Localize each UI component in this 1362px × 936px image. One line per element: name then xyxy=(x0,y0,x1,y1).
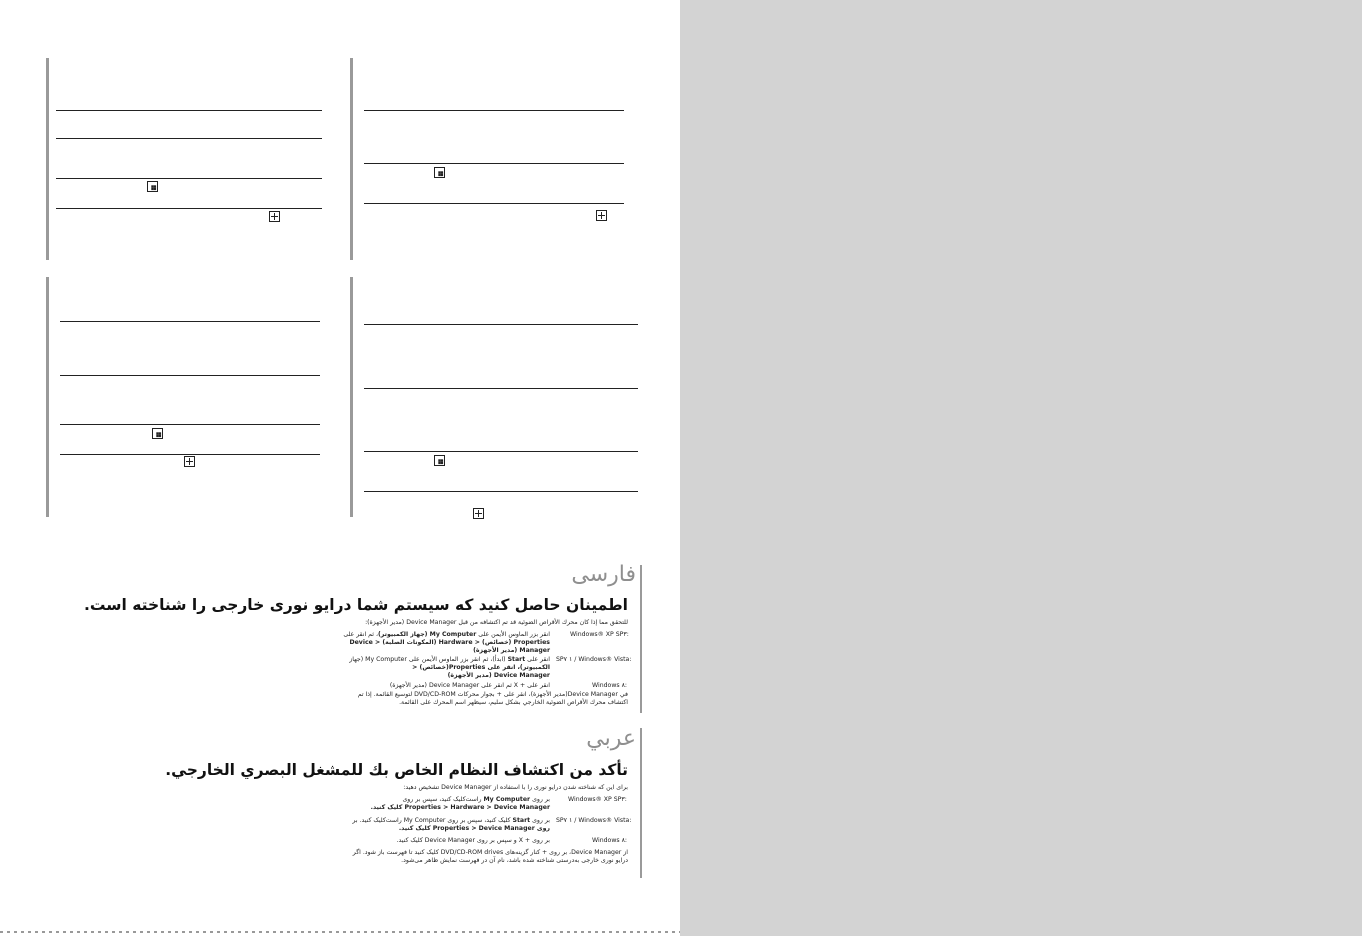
arabic-final-line1: از Device Manager، بر روی + کنار گزینه‌های DVD/CD-ROM drives کلیک کنید تا فهرست باز شود. اگر xyxy=(352,849,628,856)
block3-rule-1 xyxy=(60,321,320,322)
block2-rule-2 xyxy=(364,163,624,164)
block1-rule-2 xyxy=(56,138,322,139)
block3-rule-2 xyxy=(60,375,320,376)
persian-vista-line2: الكمبيوتر)، انقر على Properties(خصائص) < xyxy=(412,664,550,671)
page-bottom-dotted-edge xyxy=(0,931,680,933)
persian-xp-line1 xyxy=(343,631,550,639)
persian-intro: للتحقق مما إذا كان محرك الأقراص الضوئية قد تم اكتشافه من قبل Device Manager (مدير الأجهزة): xyxy=(365,619,628,626)
persian-xp-line3: Manager (مدير الأجهزة) xyxy=(473,647,550,654)
persian-xp-line2: Properties (خصائص) < Hardware (المكونات الصلبة) < Device xyxy=(349,639,550,646)
arabic-os-vista: SP١ ٧ / Windows® Vista: xyxy=(556,817,632,824)
arabic-xp-line1-pre: بر روی xyxy=(532,796,550,803)
persian-w8-line: انقر على + X ثم انقر على Device Manager (مدير الأجهزة) xyxy=(389,682,550,689)
block2-rule-1 xyxy=(364,110,624,111)
arabic-section-bar xyxy=(640,728,642,878)
persian-final-line2: اكتشاف محرك الأقراص الضوئية الخارجي بشكل سليم، سيظهر اسم المحرك على القائمة. xyxy=(399,699,628,706)
persian-xp-line1-pre: انقر بزر الماوس الأيمن على xyxy=(478,631,550,638)
block2-rule-3 xyxy=(364,203,624,204)
block3-rule-3 xyxy=(60,424,320,425)
windows-key-icon xyxy=(434,455,445,466)
windows-key-icon xyxy=(147,181,158,192)
arabic-vista-line1 xyxy=(352,817,550,825)
block3-side-bar xyxy=(46,277,49,517)
arabic-xp-line1 xyxy=(402,796,550,804)
persian-language-title: فارسی xyxy=(571,562,636,587)
arabic-vista-line1-post: کلیک کنید، سپس بر روی My Computer راست‌کلیک کنید. بر xyxy=(352,817,511,824)
right-blank-panel xyxy=(680,0,1362,936)
arabic-os-w8: Windows ٨: xyxy=(592,837,628,844)
arabic-language-title: عربي xyxy=(586,726,636,751)
persian-vista-line1-bold: Start xyxy=(507,656,526,663)
block2-side-bar xyxy=(350,58,353,260)
plus-icon xyxy=(269,211,280,222)
block4-rule-2 xyxy=(364,388,638,389)
arabic-vista-line1-pre: بر روی xyxy=(532,817,550,824)
arabic-vista-line1-bold: Start xyxy=(512,817,531,824)
persian-xp-line1-bold: My Computer (جهاز الكمبيوتر) xyxy=(377,631,477,638)
block4-rule-3 xyxy=(364,451,638,452)
plus-icon xyxy=(184,456,195,467)
plus-icon xyxy=(473,508,484,519)
windows-key-icon xyxy=(434,167,445,178)
persian-section-bar xyxy=(640,565,642,713)
persian-vista-line1 xyxy=(349,656,550,664)
arabic-w8-line: بر روی + X و سپس بر روی Device Manager کلیک کنید. xyxy=(396,837,550,844)
persian-vista-line1-pre: انقر على xyxy=(527,656,550,663)
block1-rule-1 xyxy=(56,110,322,111)
arabic-intro: برای این که شناخته شدن درایو نوری را با استفاده از Device Manager تشخیص دهید: xyxy=(403,784,628,791)
block1-rule-4 xyxy=(56,208,322,209)
persian-os-vista: SP١ ٧ / Windows® Vista: xyxy=(556,656,632,663)
persian-xp-line1-post: ، ثم انقر على xyxy=(343,631,378,638)
arabic-final-line2: درایو نوری خارجی به‌درستی شناخته شده باشد، نام آن در فهرست نمایش ظاهر می‌شود. xyxy=(401,857,628,864)
persian-os-xp: Windows® XP SP٣: xyxy=(570,631,629,638)
block4-side-bar xyxy=(350,277,353,517)
arabic-heading: تأكد من اكتشاف النظام الخاص بك للمشغل البصري الخارجي. xyxy=(165,761,628,779)
arabic-xp-line1-post: راست‌کلیک کنید، سپس بر روی xyxy=(402,796,482,803)
persian-vista-line1-post: (ابدأ)، ثم انقر بزر الماوس الأيمن على My Computer (جهاز xyxy=(349,656,506,663)
plus-icon xyxy=(596,210,607,221)
block3-rule-4 xyxy=(60,454,320,455)
block4-rule-1 xyxy=(364,324,638,325)
arabic-xp-line2: Properties > Hardware > Device Manager کلیک کنید. xyxy=(370,804,550,811)
block1-rule-3 xyxy=(56,178,322,179)
persian-vista-line3: Device Manager (مدير الأجهزة) xyxy=(447,672,550,679)
persian-os-w8: Windows ٨: xyxy=(592,682,628,689)
persian-final-line1: في Device Manager(مدير الأجهزة)، انقر على + بجوار محركات DVD/CD-ROM لتوسيع القائمة. إذا تم xyxy=(357,691,628,698)
arabic-os-xp: Windows® XP SP٣: xyxy=(568,796,627,803)
arabic-vista-line2: روی Properties > Device Manager کلیک کنید. xyxy=(398,825,550,832)
block1-side-bar xyxy=(46,58,49,260)
arabic-xp-line1-bold: My Computer xyxy=(483,796,531,803)
windows-key-icon xyxy=(152,428,163,439)
block4-rule-4 xyxy=(364,491,638,492)
persian-heading: اطمینان حاصل کنید که سیستم شما درایو نوری خارجی را شناخته است. xyxy=(83,596,628,614)
